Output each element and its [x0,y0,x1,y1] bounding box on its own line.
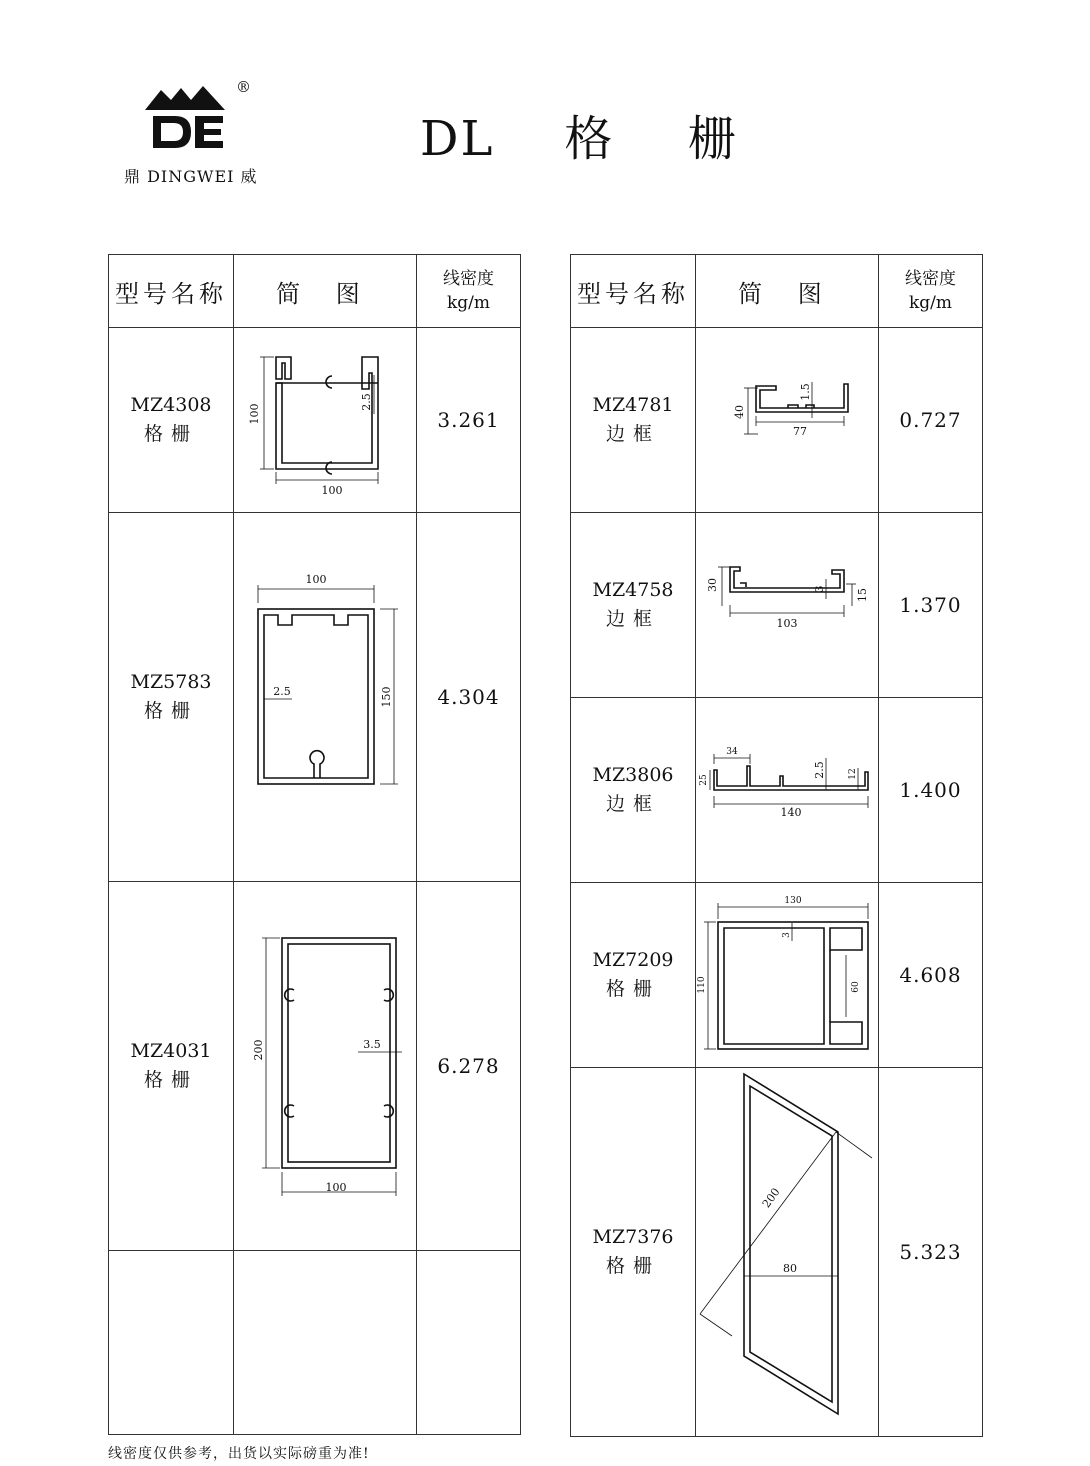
table-row [571,883,983,1068]
table-row-empty [109,1251,521,1435]
model-category: 边框 [605,608,660,630]
dim-height-label: 40 [733,405,746,419]
dim-width-label: 77 [793,425,807,438]
model-cell [109,328,234,513]
header-density-label: 线密度 [443,269,494,289]
dim-width-label: 100 [305,573,327,586]
table-row [571,1068,983,1437]
model-code: MZ7376 [592,1226,674,1248]
profile-table-left [108,254,521,1435]
dim-lip-label: 15 [856,588,869,602]
header-density [879,255,983,328]
title-series: DL [420,111,495,167]
dim-thickness-label: 3 [782,932,792,938]
profile-drawing-mz4781 [696,328,878,512]
dim-short-label: 80 [783,1262,797,1275]
model-cell [571,883,696,1068]
empty-cell [234,1251,417,1435]
table-row [109,513,521,882]
brand-name: 鼎 DINGWEI 威 [124,167,258,186]
model-code: MZ4781 [592,394,674,416]
dim-thickness-label: 3 [813,585,826,593]
density-value: 1.400 [879,698,983,883]
dim-thickness-label: 3.5 [363,1038,381,1051]
profile-drawing-mz7209 [696,883,878,1067]
table-row [571,698,983,883]
density-value: 1.370 [879,513,983,698]
model-category: 格栅 [143,423,198,445]
drawing-cell [234,882,417,1251]
company-logo [120,80,270,190]
density-disclaimer: 线密度仅供参考，出货以实际磅重为准! [108,1446,370,1462]
title-name: 格 栅 [564,111,766,167]
model-cell [571,698,696,883]
profile-drawing-mz5783 [234,513,416,881]
model-cell [571,1068,696,1437]
table-row [571,513,983,698]
page-title [420,100,766,169]
model-code: MZ3806 [592,764,674,786]
header-density [417,255,521,328]
profile-drawing-mz4758 [696,513,878,697]
density-value: 0.727 [879,328,983,513]
header-model: 型号名称 [571,255,696,328]
dim-thickness-label: 2.5 [813,761,826,779]
dim-long-label: 200 [759,1185,783,1211]
model-category: 格栅 [143,700,198,722]
density-value: 3.261 [417,328,521,513]
header-model: 型号名称 [109,255,234,328]
profile-table-right [570,254,983,1437]
model-code: MZ4031 [130,1040,212,1062]
dim-slot-label: 60 [851,981,861,993]
dim-thickness-label: 2.5 [360,393,373,411]
density-value: 6.278 [417,882,521,1251]
model-category: 格栅 [605,1255,660,1277]
model-cell [571,328,696,513]
model-code: MZ7209 [592,949,674,971]
dim-width-label: 103 [776,617,798,630]
dim-lip-label: 12 [848,768,858,780]
empty-cell [109,1251,234,1435]
profile-drawing-mz4308 [234,328,416,512]
dim-width-label: 100 [325,1181,347,1194]
table-header-row [571,255,983,328]
model-code: MZ5783 [130,671,212,693]
drawing-cell [234,513,417,882]
dim-thickness-label: 2.5 [273,685,291,698]
density-value: 4.304 [417,513,521,882]
dim-width-label: 140 [780,806,802,819]
dim-height-label: 25 [699,774,709,786]
header-drawing: 简 图 [234,255,417,328]
table-header-row [109,255,521,328]
profile-drawing-mz3806 [696,698,878,882]
model-cell [571,513,696,698]
drawing-cell [696,513,879,698]
dim-width-label: 130 [784,896,802,906]
dim-height-label: 150 [380,686,393,708]
model-code: MZ4308 [130,394,212,416]
density-value: 5.323 [879,1068,983,1437]
profile-drawing-mz7376 [696,1068,878,1436]
header-drawing: 简 图 [696,255,879,328]
drawing-cell [696,698,879,883]
dim-height-label: 30 [706,578,719,592]
density-value: 4.608 [879,883,983,1068]
dim-width-label: 100 [321,484,343,497]
model-category: 格栅 [143,1069,198,1091]
model-category: 边框 [605,423,660,445]
dim-thickness-label: 1.5 [799,383,812,401]
drawing-cell [696,883,879,1068]
header-density-label: 线密度 [905,269,956,289]
model-category: 边框 [605,793,660,815]
dim-height-label: 110 [697,976,707,994]
dingwei-logo-mark [145,80,235,160]
header-density-unit: kg/m [908,293,953,313]
table-row [571,328,983,513]
dim-top-label: 34 [726,747,738,757]
dim-height-label: 100 [248,403,261,425]
drawing-cell [696,328,879,513]
header-density-unit: kg/m [446,293,491,313]
profile-drawing-mz4031 [234,882,416,1250]
model-cell [109,882,234,1251]
drawing-cell [696,1068,879,1437]
model-code: MZ4758 [592,579,674,601]
empty-cell [417,1251,521,1435]
dim-height-label: 200 [252,1039,265,1061]
table-row [109,882,521,1251]
drawing-cell [234,328,417,513]
table-row [109,328,521,513]
model-cell [109,513,234,882]
model-category: 格栅 [605,978,660,1000]
registered-mark: ® [236,78,251,96]
